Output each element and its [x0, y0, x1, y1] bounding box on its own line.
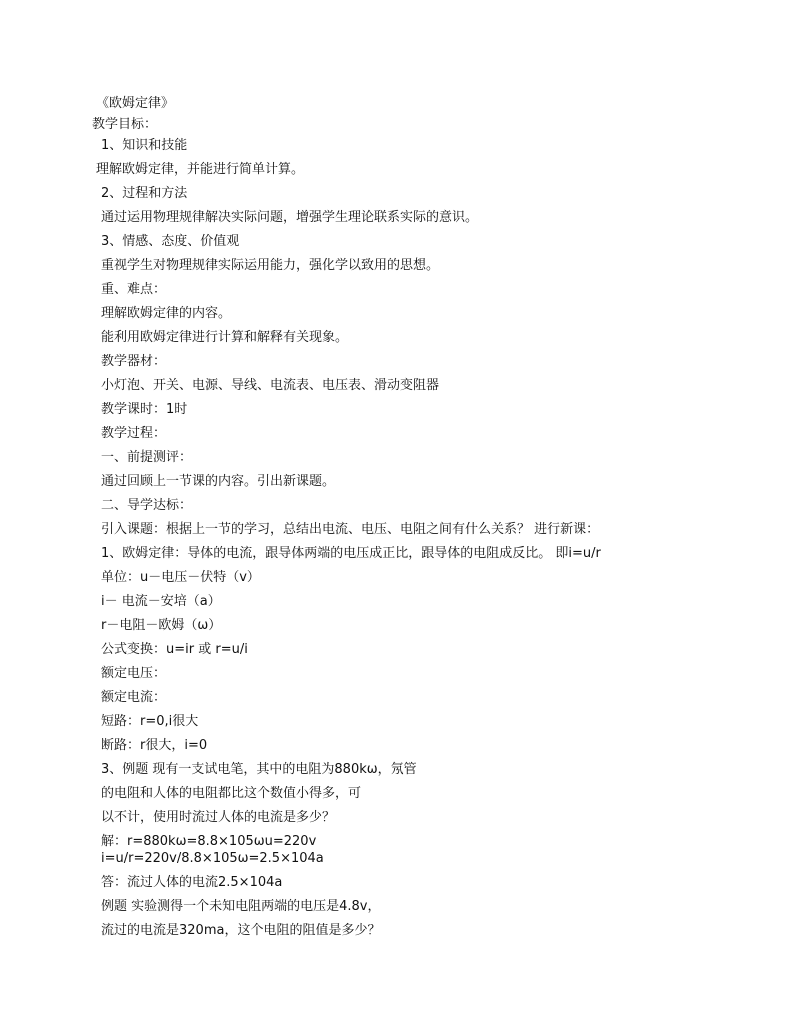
process-step-1-heading: 一、前提测评： — [101, 450, 193, 465]
rated-voltage: 额定电压： — [101, 666, 167, 681]
class-hours: 教学课时：1时 — [101, 402, 188, 417]
heading-teaching-goals: 教学目标： — [92, 117, 158, 132]
heading-equipment: 教学器材： — [101, 354, 167, 369]
unit-resistance: r－电阻－欧姆（ω） — [101, 618, 222, 633]
goal-1-text: 理解欧姆定律，并能进行简单计算。 — [96, 162, 305, 177]
answer-line: 答：流过人体的电流2.5×104a — [101, 875, 283, 890]
key-point-2: 能利用欧姆定律进行计算和解释有关现象。 — [101, 330, 349, 345]
document-title: 《欧姆定律》 — [96, 96, 175, 111]
ohm-law-statement: 1、欧姆定律：导体的电流，跟导体两端的电压成正比，跟导体的电阻成反比。 即i=u/r — [101, 546, 601, 561]
solution-line-1: 解：r=880kω=8.8×105ωu=220v — [101, 834, 317, 849]
example-2-line-1: 例题 实验测得一个未知电阻两端的电压是4.8v， — [101, 899, 381, 914]
unit-current: i－ 电流－安培（a） — [101, 594, 221, 609]
process-step-1-text: 通过回顾上一节课的内容。引出新课题。 — [101, 474, 336, 489]
equipment-list: 小灯泡、开关、电源、导线、电流表、电压表、滑动变阻器 — [101, 378, 440, 393]
goal-2-heading: 2、过程和方法 — [101, 186, 188, 201]
formula-transform: 公式变换：u=ir 或 r=u/i — [101, 642, 248, 657]
example-2-line-2: 流过的电流是320ma，这个电阻的阻值是多少？ — [101, 923, 381, 938]
solution-line-2: i=u/r=220v/8.8×105ω=2.5×104a — [101, 851, 324, 866]
rated-current: 额定电流： — [101, 690, 167, 705]
example-1-line-3: 以不计，使用时流过人体的电流是多少？ — [101, 810, 336, 825]
process-step-2-heading: 二、导学达标： — [101, 498, 193, 513]
unit-voltage: 单位：u－电压－伏特（v） — [101, 570, 260, 585]
example-1-line-1: 3、例题 现有一支试电笔，其中的电阻为880kω，氖管 — [101, 762, 417, 777]
heading-key-points: 重、难点： — [101, 282, 167, 297]
heading-process: 教学过程： — [101, 426, 167, 441]
example-1-line-2: 的电阻和人体的电阻都比这个数值小得多，可 — [101, 786, 362, 801]
goal-1-heading: 1、知识和技能 — [101, 138, 188, 153]
goal-3-text: 重视学生对物理规律实际运用能力，强化学以致用的思想。 — [101, 258, 440, 273]
goal-2-text: 通过运用物理规律解决实际问题，增强学生理论联系实际的意识。 — [101, 210, 479, 225]
key-point-1: 理解欧姆定律的内容。 — [101, 306, 232, 321]
short-circuit: 短路：r=0,i很大 — [101, 714, 199, 729]
goal-3-heading: 3、情感、态度、价值观 — [101, 234, 240, 249]
open-circuit: 断路：r很大，i=0 — [101, 738, 208, 753]
intro-topic: 引入课题：根据上一节的学习，总结出电流、电压、电阻之间有什么关系？ 进行新课： — [101, 522, 600, 537]
document-body — [92, 95, 712, 939]
